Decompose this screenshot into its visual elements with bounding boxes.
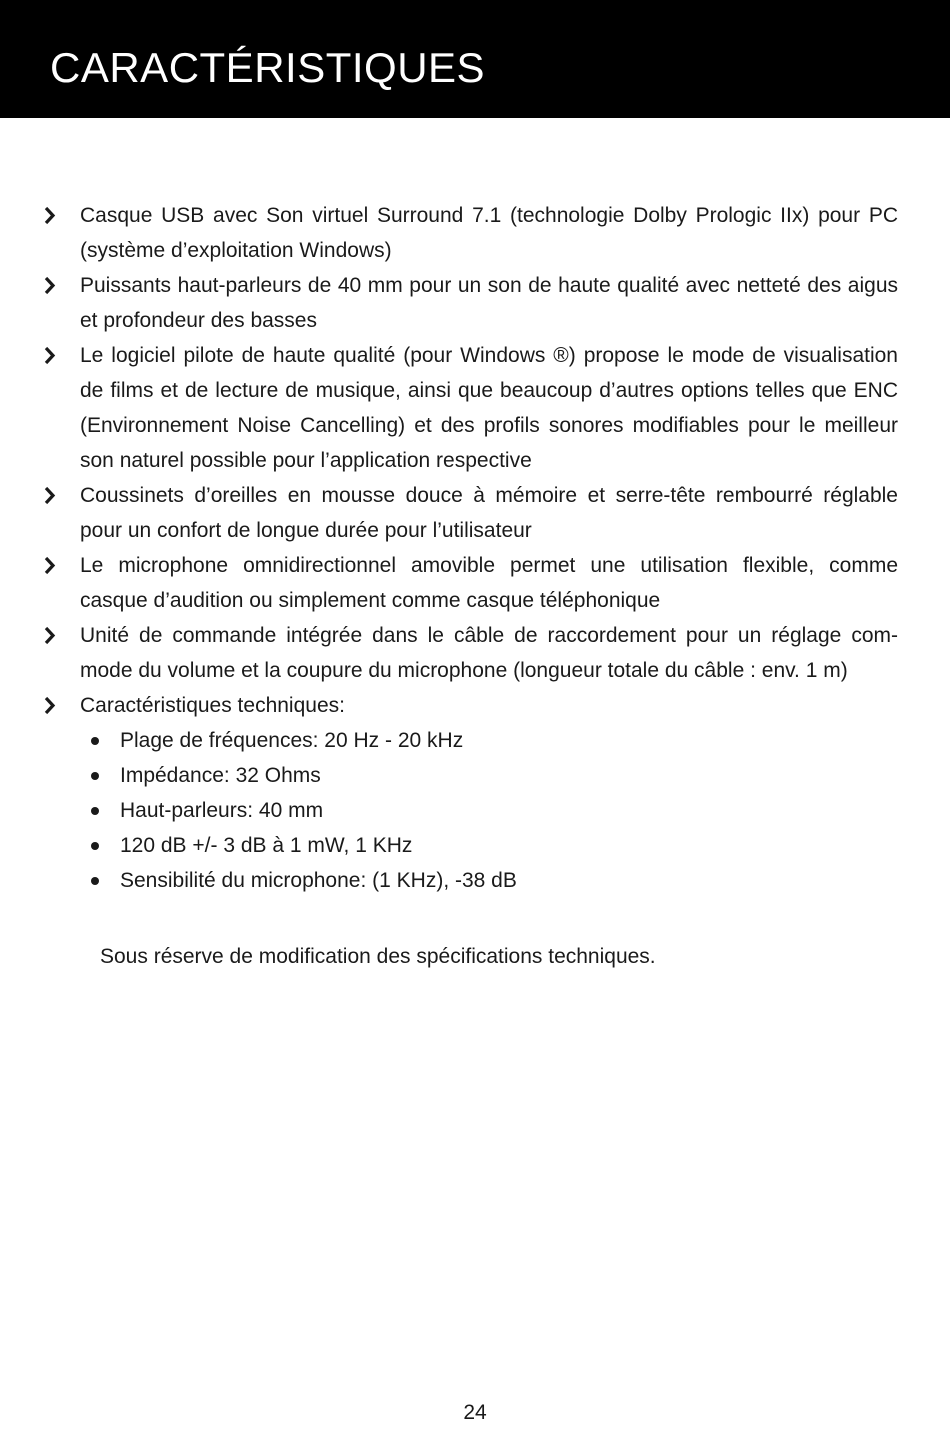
spec-text: Plage de fréquences: 20 Hz - 20 kHz bbox=[120, 729, 464, 752]
spec-text: Impédance: 32 Ohms bbox=[120, 764, 321, 787]
spec-item bbox=[80, 863, 898, 898]
spec-list bbox=[80, 723, 898, 898]
chevron-right-icon bbox=[42, 478, 60, 513]
bullet-icon bbox=[91, 807, 99, 815]
bullet-icon bbox=[91, 842, 99, 850]
feature-text: Unité de commande intégrée dans le câble de raccordement pour un réglage com-mode du volume et la coupure du microphone (longueur totale du câble : env. 1 m) bbox=[80, 624, 898, 682]
chevron-right-icon bbox=[42, 268, 60, 303]
spec-text: Haut-parleurs: 40 mm bbox=[120, 799, 324, 822]
list-item bbox=[42, 268, 898, 338]
feature-text: Le logiciel pilote de haute qualité (pour Windows ®) propose le mode de visualisation de films et de lecture de musique, ainsi que beaucoup d’autres options telles que ENC (Environnement Noise Cancelling) et des profils sonores modifiables pour le meilleur son naturel possible pour l’application respective bbox=[80, 344, 898, 472]
list-item bbox=[42, 618, 898, 688]
chevron-right-icon bbox=[42, 338, 60, 373]
list-item bbox=[42, 548, 898, 618]
disclaimer-note: Sous réserve de modification des spécifications techniques. bbox=[100, 945, 656, 968]
list-item bbox=[42, 338, 898, 478]
feature-text: Coussinets d’oreilles en mousse douce à mémoire et serre-tête rembourré réglable pour un confort de longue durée pour l’utilisateur bbox=[80, 484, 898, 542]
spec-text: 120 dB +/- 3 dB à 1 mW, 1 KHz bbox=[120, 834, 413, 857]
spec-item bbox=[80, 793, 898, 828]
bullet-icon bbox=[91, 877, 99, 885]
bullet-icon bbox=[91, 772, 99, 780]
feature-text: Caractéristiques techniques: bbox=[80, 694, 345, 717]
header-bar bbox=[0, 0, 950, 118]
feature-text: Casque USB avec Son virtuel Surround 7.1 (technologie Dolby Prologic IIx) pour PC (système d’exploitation Windows) bbox=[80, 204, 898, 262]
spec-item bbox=[80, 828, 898, 863]
list-item bbox=[42, 688, 898, 898]
feature-text: Puissants haut-parleurs de 40 mm pour un son de haute qualité avec netteté des aigus et profondeur des basses bbox=[80, 274, 898, 332]
chevron-right-icon bbox=[42, 618, 60, 653]
list-item bbox=[42, 478, 898, 548]
feature-text: Le microphone omnidirectionnel amovible permet une utilisation flexible, comme casque d’audition ou simplement comme casque téléphonique bbox=[80, 554, 898, 612]
chevron-right-icon bbox=[42, 548, 60, 583]
bullet-icon bbox=[91, 737, 99, 745]
chevron-right-icon bbox=[42, 688, 60, 723]
chevron-right-icon bbox=[42, 198, 60, 233]
spec-item bbox=[80, 723, 898, 758]
list-item bbox=[42, 198, 898, 268]
page-title: CARACTÉRISTIQUES bbox=[50, 44, 486, 91]
page-number: 24 bbox=[463, 1401, 487, 1424]
feature-list bbox=[42, 198, 898, 898]
spec-item bbox=[80, 758, 898, 793]
spec-text: Sensibilité du microphone: (1 KHz), -38 dB bbox=[120, 869, 517, 892]
